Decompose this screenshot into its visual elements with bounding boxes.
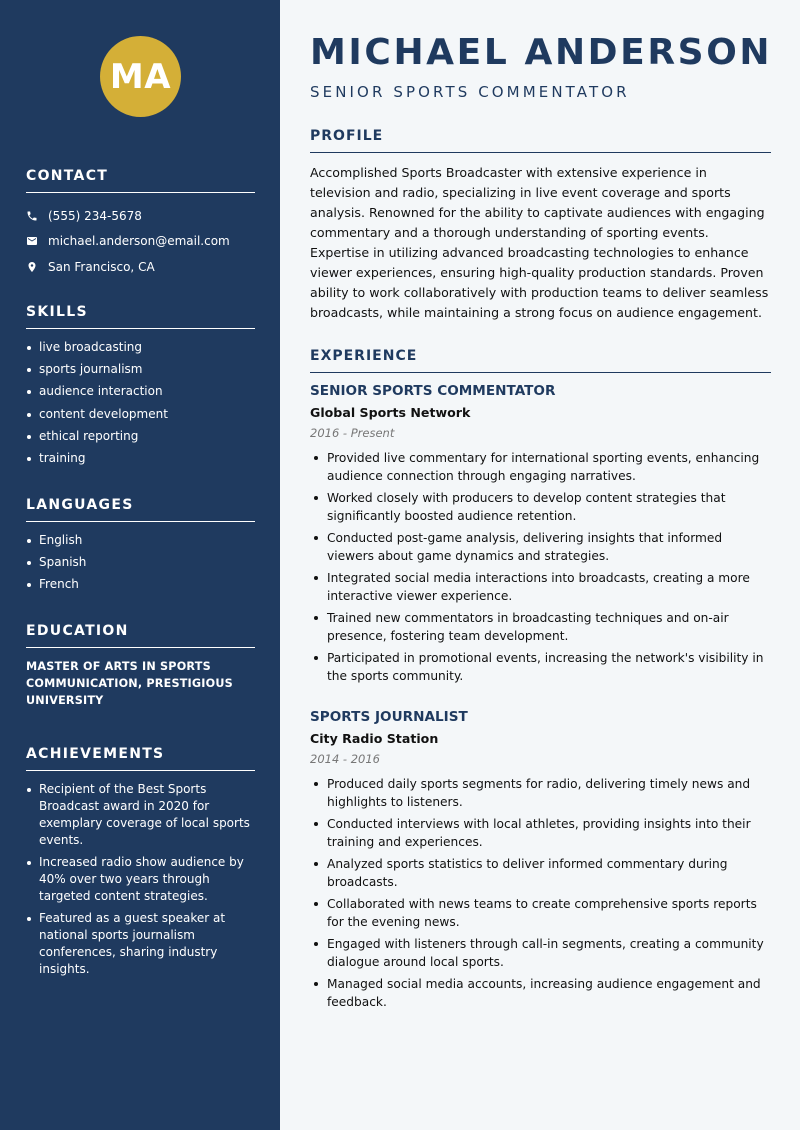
job-bullet: Managed social media accounts, increasing audience engagement and feedback. (310, 975, 771, 1011)
job-bullet: Provided live commentary for international sporting events, enhancing audience connection through engaging narratives. (310, 449, 771, 485)
skills-section (26, 304, 255, 472)
education-heading: EDUCATION (26, 623, 255, 648)
job-title: SENIOR SPORTS COMMENTATOR (310, 383, 556, 399)
avatar: MA (100, 36, 181, 117)
job-bullets (310, 775, 771, 1011)
job-entry-2 (310, 709, 771, 1015)
skill-item: audience interaction (26, 383, 255, 400)
job-bullet: Conducted interviews with local athletes, providing insights into their training and experiences. (310, 815, 771, 851)
languages-list (26, 532, 255, 593)
achievement-item: Increased radio show audience by 40% over two years through targeted content strategies. (26, 854, 255, 905)
languages-heading: LANGUAGES (26, 497, 255, 522)
contact-location (26, 254, 255, 280)
job-bullet: Worked closely with producers to develop content strategies that significantly boosted audience retention. (310, 489, 771, 525)
location-text: San Francisco, CA (48, 259, 155, 274)
profile-heading: PROFILE (310, 128, 771, 153)
job-bullet: Conducted post-game analysis, delivering insights that informed viewers about game dynamics and strategies. (310, 529, 771, 565)
education-degree: MASTER OF ARTS IN SPORTS COMMUNICATION, PRESTIGIOUS UNIVERSITY (26, 660, 233, 707)
education-section (26, 623, 255, 709)
achievements-section (26, 746, 255, 984)
achievements-heading: ACHIEVEMENTS (26, 746, 255, 771)
email-text[interactable]: michael.anderson@email.com (48, 234, 230, 249)
job-company: Global Sports Network (310, 405, 471, 420)
phone-icon (26, 210, 48, 222)
skill-item: sports journalism (26, 361, 255, 378)
job-bullets (310, 449, 771, 685)
achievement-item: Recipient of the Best Sports Broadcast award in 2020 for exemplary coverage of local sports events. (26, 781, 255, 849)
job-bullet: Trained new commentators in broadcasting techniques and on-air presence, fostering team development. (310, 609, 771, 645)
job-bullet: Integrated social media interactions into broadcasts, creating a more interactive viewer experience. (310, 569, 771, 605)
skill-item: ethical reporting (26, 428, 255, 445)
achievement-item: Featured as a guest speaker at national sports journalism conferences, sharing industry insights. (26, 910, 255, 978)
job-company: City Radio Station (310, 731, 439, 746)
skills-list (26, 339, 255, 467)
contact-phone (26, 203, 255, 229)
experience-heading: EXPERIENCE (310, 348, 771, 373)
skill-item: content development (26, 406, 255, 423)
job-dates: 2016 - Present (310, 426, 395, 440)
languages-section (26, 497, 255, 599)
job-bullet: Engaged with listeners through call-in segments, creating a community dialogue around local sports. (310, 935, 771, 971)
job-dates: 2014 - 2016 (310, 752, 380, 766)
job-bullet: Participated in promotional events, increasing the network's visibility in the sports community. (310, 649, 771, 685)
job-bullet: Analyzed sports statistics to deliver informed commentary during broadcasts. (310, 855, 771, 891)
language-item: English (26, 532, 255, 549)
skill-item: training (26, 450, 255, 467)
candidate-name: MICHAEL ANDERSON (310, 32, 773, 73)
job-bullet: Collaborated with news teams to create comprehensive sports reports for the evening news. (310, 895, 771, 931)
profile-section (310, 128, 771, 323)
contact-section (26, 168, 255, 280)
language-item: French (26, 576, 255, 593)
profile-text: Accomplished Sports Broadcaster with extensive experience in television and radio, specializing in live event coverage and sports analysis. Renowned for the ability to captivate audiences with engaging commentary and a thorough understanding of sporting events. Expertise in utilizing advanced broadcasting technologies to enhance viewer experiences, ensuring high-quality production standards. Proven ability to work collaboratively with production teams to deliver seamless broadcasts, while maintaining a strong focus on audience engagement. (310, 165, 769, 320)
sidebar (0, 0, 280, 1130)
experience-section (310, 348, 771, 689)
skill-item: live broadcasting (26, 339, 255, 356)
language-item: Spanish (26, 554, 255, 571)
skills-heading: SKILLS (26, 304, 255, 329)
job-title: SPORTS JOURNALIST (310, 709, 468, 725)
job-bullet: Produced daily sports segments for radio, delivering timely news and highlights to listeners. (310, 775, 771, 811)
job-entry (310, 383, 771, 685)
contact-email (26, 229, 255, 255)
location-pin-icon (26, 261, 48, 273)
phone-text: (555) 234-5678 (48, 208, 142, 223)
candidate-title: SENIOR SPORTS COMMENTATOR (310, 83, 630, 101)
contact-heading: CONTACT (26, 168, 255, 193)
email-icon (26, 235, 48, 247)
achievements-list (26, 781, 255, 978)
